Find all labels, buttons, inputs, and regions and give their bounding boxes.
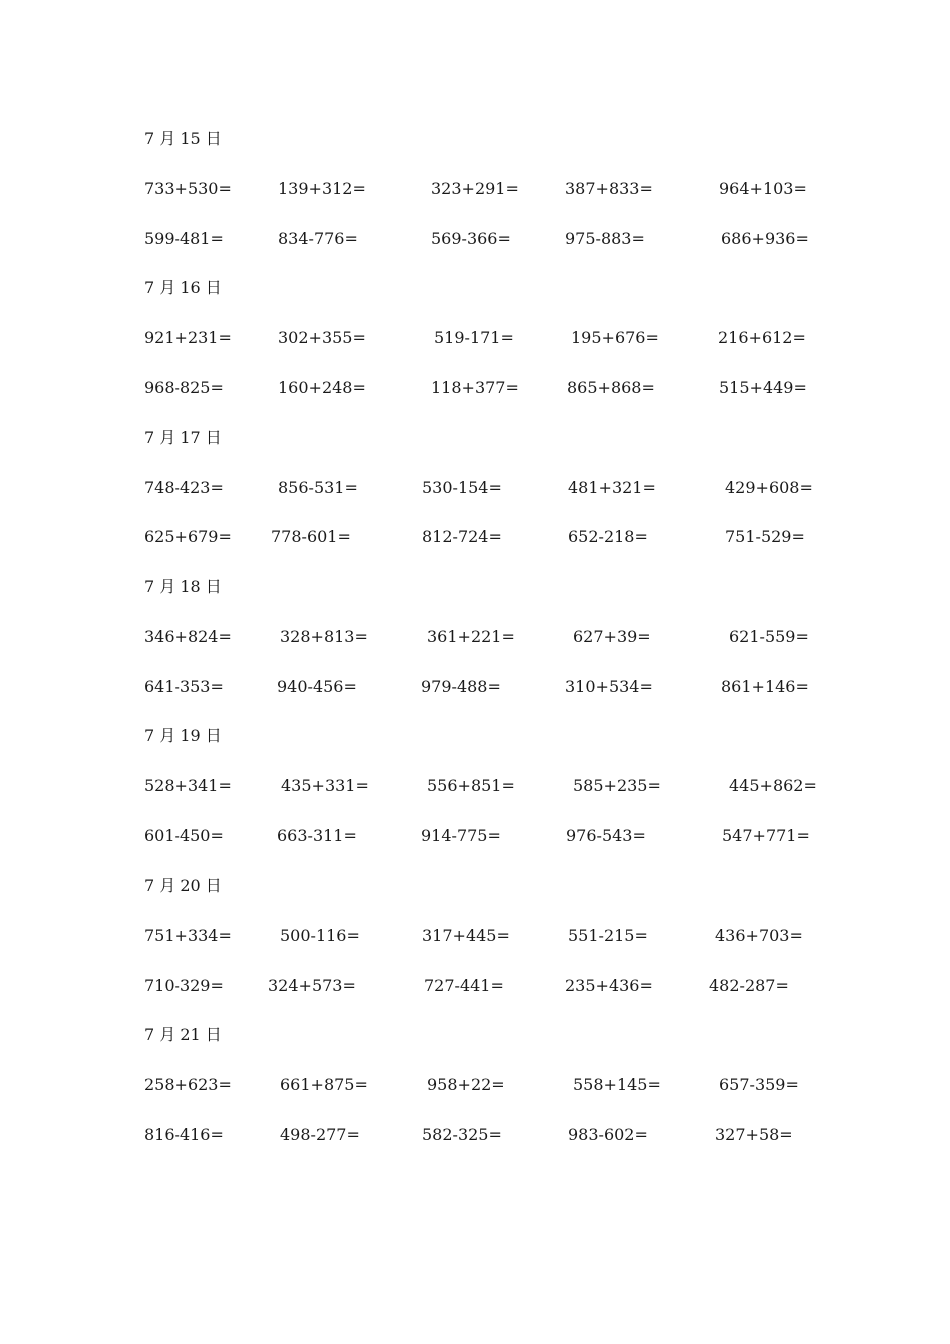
math-problem: 958+22=	[427, 1075, 505, 1094]
problem-row	[0, 473, 950, 503]
date-heading	[0, 273, 950, 303]
math-problem: 515+449=	[719, 378, 807, 397]
date-heading	[0, 423, 950, 453]
math-problem: 657-359=	[719, 1075, 799, 1094]
math-problem: 621-559=	[729, 627, 809, 646]
math-problem: 727-441=	[424, 976, 504, 995]
math-problem: 436+703=	[715, 926, 803, 945]
math-problem: 160+248=	[278, 378, 366, 397]
date-heading	[0, 124, 950, 154]
math-problem: 778-601=	[271, 527, 351, 546]
math-problem: 118+377=	[431, 378, 519, 397]
math-problem: 601-450=	[144, 826, 224, 845]
math-problem: 748-423=	[144, 478, 224, 497]
math-problem: 429+608=	[725, 478, 813, 497]
math-problem: 317+445=	[422, 926, 510, 945]
math-problem: 975-883=	[565, 229, 645, 248]
date-label: 7 月 19 日	[144, 726, 222, 745]
math-problem: 498-277=	[280, 1125, 360, 1144]
math-problem: 323+291=	[431, 179, 519, 198]
math-problem: 551-215=	[568, 926, 648, 945]
math-problem: 569-366=	[431, 229, 511, 248]
math-problem: 914-775=	[421, 826, 501, 845]
math-problem: 686+936=	[721, 229, 809, 248]
math-problem: 139+312=	[278, 179, 366, 198]
math-problem: 710-329=	[144, 976, 224, 995]
problem-row	[0, 771, 950, 801]
math-problem: 556+851=	[427, 776, 515, 795]
math-problem: 816-416=	[144, 1125, 224, 1144]
problem-row	[0, 1070, 950, 1100]
math-problem: 235+436=	[565, 976, 653, 995]
problem-row	[0, 224, 950, 254]
math-problem: 327+58=	[715, 1125, 793, 1144]
date-label: 7 月 18 日	[144, 577, 222, 596]
problem-row	[0, 672, 950, 702]
math-problem: 258+623=	[144, 1075, 232, 1094]
math-problem: 641-353=	[144, 677, 224, 696]
math-problem: 812-724=	[422, 527, 502, 546]
math-problem: 861+146=	[721, 677, 809, 696]
math-problem: 445+862=	[729, 776, 817, 795]
math-problem: 528+341=	[144, 776, 232, 795]
date-label: 7 月 15 日	[144, 129, 222, 148]
math-problem: 519-171=	[434, 328, 514, 347]
math-problem: 547+771=	[722, 826, 810, 845]
math-problem: 751+334=	[144, 926, 232, 945]
date-label: 7 月 16 日	[144, 278, 222, 297]
math-problem: 983-602=	[568, 1125, 648, 1144]
math-problem: 346+824=	[144, 627, 232, 646]
math-problem: 751-529=	[725, 527, 805, 546]
math-problem: 585+235=	[573, 776, 661, 795]
date-heading	[0, 1020, 950, 1050]
problem-row	[0, 522, 950, 552]
math-problem: 856-531=	[278, 478, 358, 497]
date-heading	[0, 721, 950, 751]
math-problem: 582-325=	[422, 1125, 502, 1144]
math-problem: 324+573=	[268, 976, 356, 995]
math-problem: 865+868=	[567, 378, 655, 397]
math-problem: 302+355=	[278, 328, 366, 347]
math-problem: 195+676=	[571, 328, 659, 347]
date-label: 7 月 17 日	[144, 428, 222, 447]
math-problem: 652-218=	[568, 527, 648, 546]
problem-row	[0, 373, 950, 403]
problem-row	[0, 323, 950, 353]
math-problem: 834-776=	[278, 229, 358, 248]
math-problem: 979-488=	[421, 677, 501, 696]
problem-row	[0, 1120, 950, 1150]
math-problem: 500-116=	[280, 926, 360, 945]
date-heading	[0, 871, 950, 901]
problem-row	[0, 622, 950, 652]
math-problem: 976-543=	[566, 826, 646, 845]
math-problem: 964+103=	[719, 179, 807, 198]
math-problem: 310+534=	[565, 677, 653, 696]
math-problem: 387+833=	[565, 179, 653, 198]
problem-row	[0, 971, 950, 1001]
problem-row	[0, 921, 950, 951]
math-problem: 625+679=	[144, 527, 232, 546]
math-problem: 627+39=	[573, 627, 651, 646]
math-problem: 940-456=	[277, 677, 357, 696]
date-label: 7 月 20 日	[144, 876, 222, 895]
math-problem: 968-825=	[144, 378, 224, 397]
math-problem: 481+321=	[568, 478, 656, 497]
math-problem: 361+221=	[427, 627, 515, 646]
math-problem: 530-154=	[422, 478, 502, 497]
math-problem: 216+612=	[718, 328, 806, 347]
math-problem: 435+331=	[281, 776, 369, 795]
math-problem: 328+813=	[280, 627, 368, 646]
date-label: 7 月 21 日	[144, 1025, 222, 1044]
math-problem: 558+145=	[573, 1075, 661, 1094]
math-problem: 661+875=	[280, 1075, 368, 1094]
problem-row	[0, 821, 950, 851]
problem-row	[0, 174, 950, 204]
math-problem: 921+231=	[144, 328, 232, 347]
date-heading	[0, 572, 950, 602]
math-problem: 663-311=	[277, 826, 357, 845]
math-problem: 599-481=	[144, 229, 224, 248]
math-problem: 733+530=	[144, 179, 232, 198]
math-problem: 482-287=	[709, 976, 789, 995]
